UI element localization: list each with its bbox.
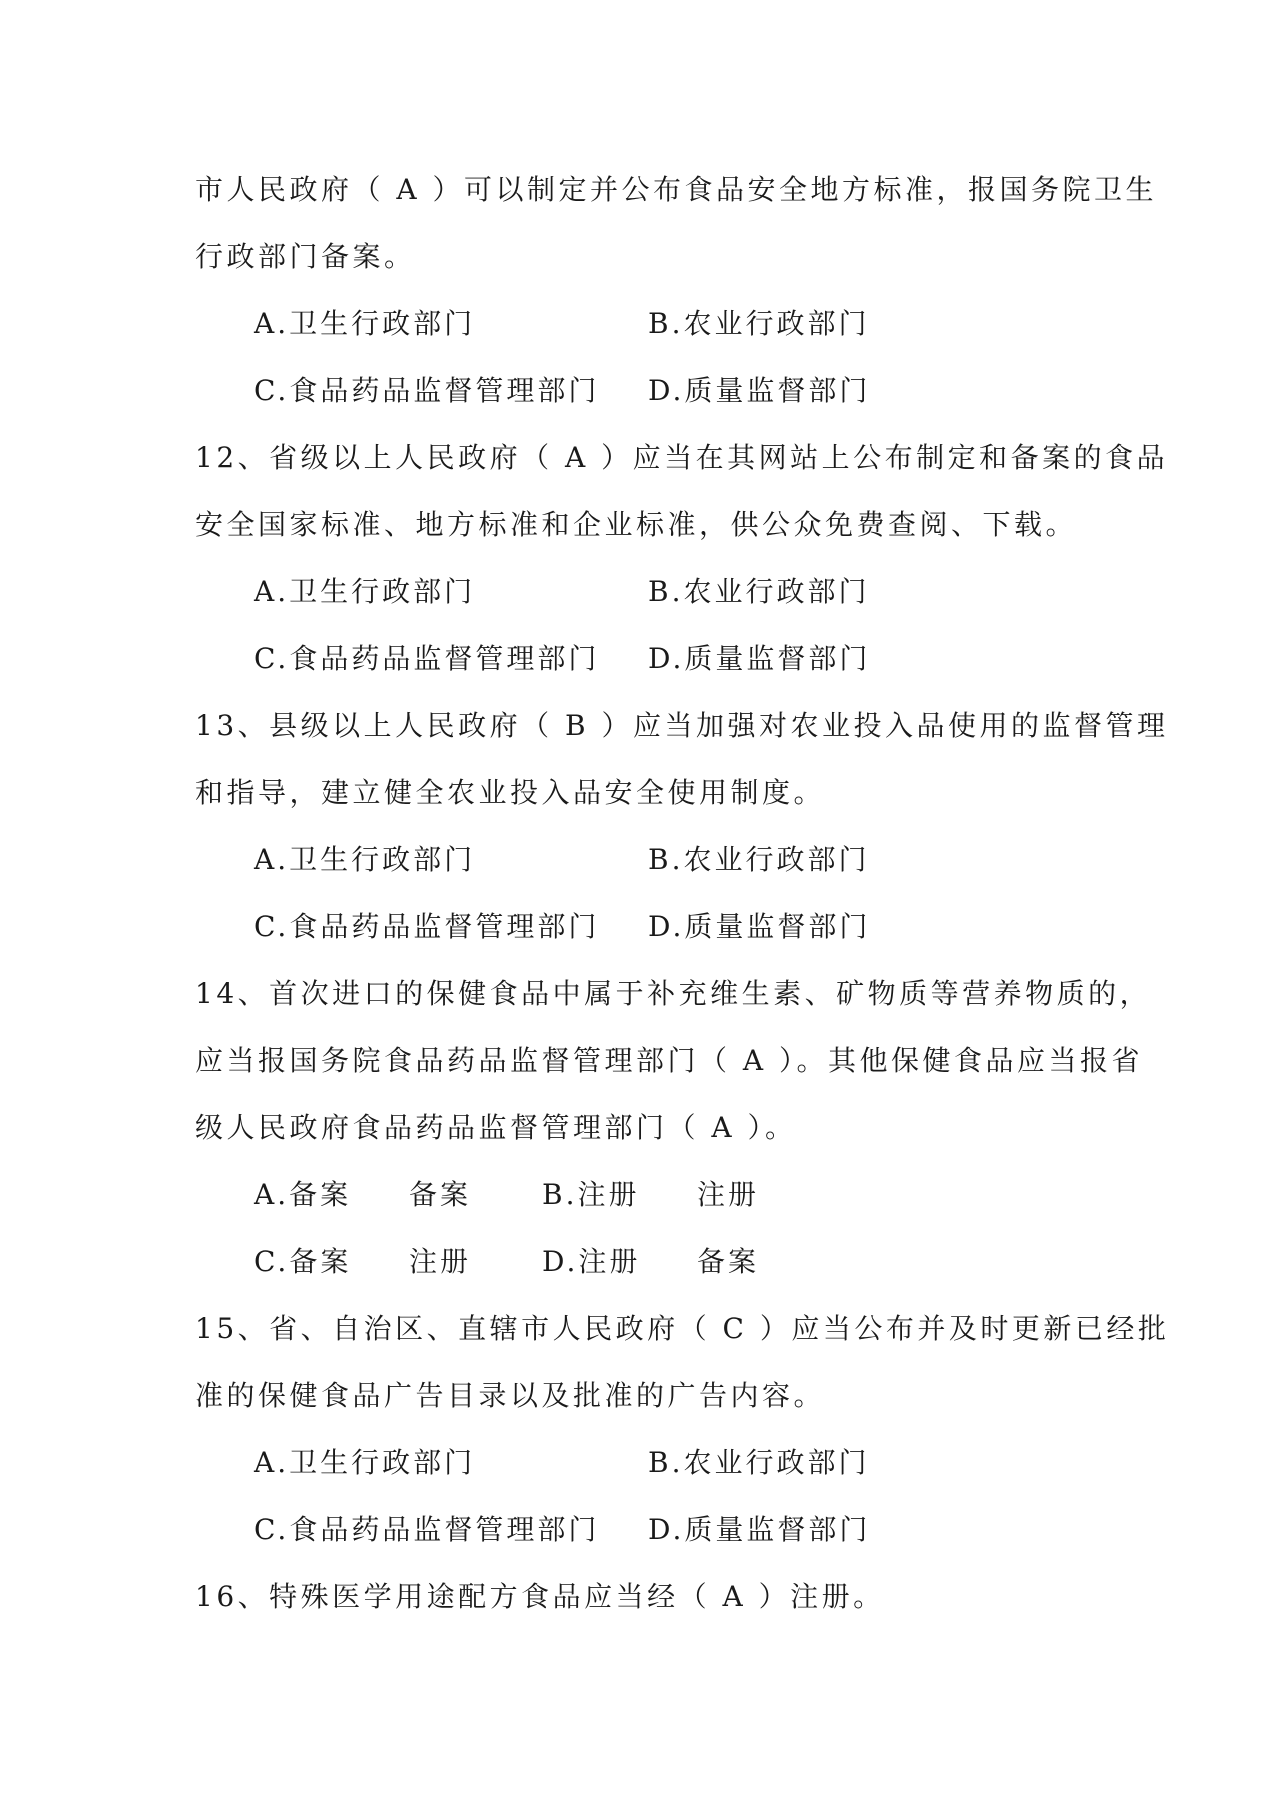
- q14-option-c-second: 注册: [409, 1245, 472, 1278]
- q14-option-b-label: B.注册: [542, 1178, 640, 1211]
- q12-option-b: B.农业行政部门: [648, 575, 870, 608]
- q15-option-a: A.卫生行政部门: [254, 1446, 476, 1479]
- q13-text-line-1: 13、县级以上人民政府（ B ）应当加强对农业投入品使用的监督管理: [195, 709, 1169, 742]
- q14-text-line-2: 应当报国务院食品药品监督管理部门（ A ）。其他保健食品应当报省: [195, 1044, 1144, 1077]
- q15-option-b: B.农业行政部门: [648, 1446, 870, 1479]
- q14-option-d-label: D.注册: [542, 1245, 641, 1278]
- q11-text-line-2: 行政部门备案。: [195, 240, 416, 273]
- q13-option-b: B.农业行政部门: [648, 843, 870, 876]
- q11-text-line-1: 市人民政府（ A ）可以制定并公布食品安全地方标准，报国务院卫生: [195, 173, 1158, 206]
- q14-text-line-3: 级人民政府食品药品监督管理部门（ A ）。: [195, 1111, 797, 1144]
- q14-option-b-second: 注册: [697, 1178, 760, 1211]
- q14-option-c-label: C.备案: [254, 1245, 352, 1278]
- q12-option-c: C.食品药品监督管理部门: [254, 642, 600, 675]
- q11-option-b: B.农业行政部门: [648, 307, 870, 340]
- q13-option-d: D.质量监督部门: [648, 910, 871, 943]
- q11-option-d: D.质量监督部门: [648, 374, 871, 407]
- q12-option-a: A.卫生行政部门: [254, 575, 476, 608]
- q12-option-d: D.质量监督部门: [648, 642, 871, 675]
- q13-option-a: A.卫生行政部门: [254, 843, 476, 876]
- q13-option-c: C.食品药品监督管理部门: [254, 910, 600, 943]
- q14-option-a-second: 备案: [409, 1178, 472, 1211]
- q14-text-line-1: 14、首次进口的保健食品中属于补充维生素、矿物质等营养物质的，: [195, 977, 1152, 1010]
- q11-option-c: C.食品药品监督管理部门: [254, 374, 600, 407]
- q12-text-line-2: 安全国家标准、地方标准和企业标准，供公众免费查阅、下载。: [195, 508, 1078, 541]
- q15-option-c: C.食品药品监督管理部门: [254, 1513, 600, 1546]
- q15-option-d: D.质量监督部门: [648, 1513, 871, 1546]
- q12-text-line-1: 12、省级以上人民政府（ A ）应当在其网站上公布制定和备案的食品: [195, 441, 1169, 474]
- q14-option-a-label: A.备案: [254, 1178, 352, 1211]
- q15-text-line-2: 准的保健食品广告目录以及批准的广告内容。: [195, 1379, 826, 1412]
- q14-option-d-second: 备案: [697, 1245, 760, 1278]
- q15-text-line-1: 15、省、自治区、直辖市人民政府（ C ）应当公布并及时更新已经批: [195, 1312, 1170, 1345]
- q11-option-a: A.卫生行政部门: [254, 307, 476, 340]
- q13-text-line-2: 和指导，建立健全农业投入品安全使用制度。: [195, 776, 826, 809]
- q16-text-line-1: 16、特殊医学用途配方食品应当经（ A ）注册。: [195, 1580, 885, 1613]
